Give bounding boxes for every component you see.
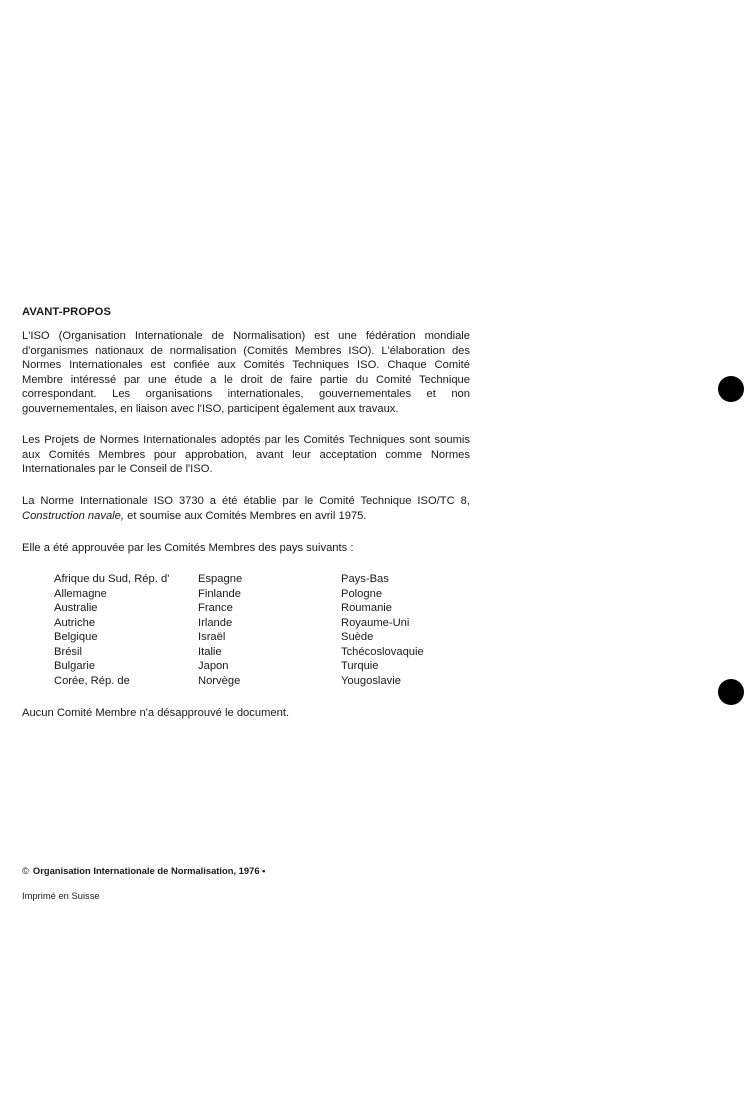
country-item: Irlande (198, 616, 233, 629)
country-item: Australie (54, 602, 98, 614)
binder-hole-icon (718, 376, 744, 402)
country-item: Yougoslavie (341, 674, 401, 687)
paragraph-draft-standards: Les Projets de Normes Internationales adoptés par les Comités Techniques sont soumis aux Comités Membres pour approbation, avant leur acceptation comme Normes Internationales par le Conseil de l'ISO. (22, 434, 470, 476)
country-item: Tchécoslovaquie (341, 645, 424, 658)
country-list (54, 572, 481, 688)
country-item: Japon (198, 660, 229, 672)
country-item: Pologne (341, 587, 383, 600)
country-item: Espagne (198, 573, 243, 585)
disapproval-note: Aucun Comité Membre n'a désapprouvé le document. (22, 707, 290, 719)
country-item: Italie (198, 645, 222, 658)
country-item: Afrique du Sud, Rép. d' (54, 573, 170, 585)
paragraph-iso-intro: L'ISO (Organisation Internationale de Normalisation) est une fédération mondiale d'organismes nationaux de normalisation (Comités Membres ISO). L'élaboration des Normes Internationales est confiée aux Comités Techniques ISO. Chaque Comité Membre intéressé par une étude a le droit de faire partie du Comité Technique correspondant. Les organisations internationales, gouvernementales et non gouvernementales, en liaison avec l'ISO, participent également aux travaux. (22, 330, 470, 415)
country-item: Corée, Rép. de (54, 674, 130, 687)
country-column-1 (54, 572, 198, 688)
country-item: France (198, 602, 233, 614)
country-item: Finlande (198, 587, 241, 600)
printed-in: Imprimé en Suisse (22, 890, 100, 901)
paragraph-standard-origin (22, 494, 470, 523)
country-item: Royaume-Uni (341, 616, 410, 629)
country-item: Autriche (54, 616, 96, 629)
paragraph-standard-origin-start: La Norme Internationale ISO 3730 a été établie par le Comité Technique ISO/TC 8, (22, 495, 470, 507)
country-column-2 (198, 572, 341, 688)
country-item: Allemagne (54, 587, 107, 600)
approval-intro: Elle a été approuvée par les Comités Membres des pays suivants : (22, 542, 354, 554)
copyright-text: Organisation Internationale de Normalisation, 1976 • (32, 865, 266, 876)
country-item: Israël (198, 631, 226, 643)
country-item: Belgique (54, 631, 98, 643)
country-item: Pays-Bas (341, 573, 389, 585)
country-item: Brésil (54, 645, 82, 658)
section-heading: AVANT-PROPOS (22, 306, 112, 318)
country-item: Norvège (198, 674, 241, 687)
committee-title: Construction navale, (22, 509, 124, 522)
paragraph-standard-origin-end: et soumise aux Comités Membres en avril 1975. (124, 509, 367, 522)
country-item: Suède (341, 631, 374, 643)
country-item: Turquie (341, 660, 379, 672)
binder-hole-icon (718, 679, 744, 705)
copyright-symbol: © (22, 865, 29, 876)
country-item: Bulgarie (54, 660, 96, 672)
country-column-3 (341, 572, 481, 688)
country-item: Roumanie (341, 602, 392, 614)
copyright-line (22, 865, 265, 876)
